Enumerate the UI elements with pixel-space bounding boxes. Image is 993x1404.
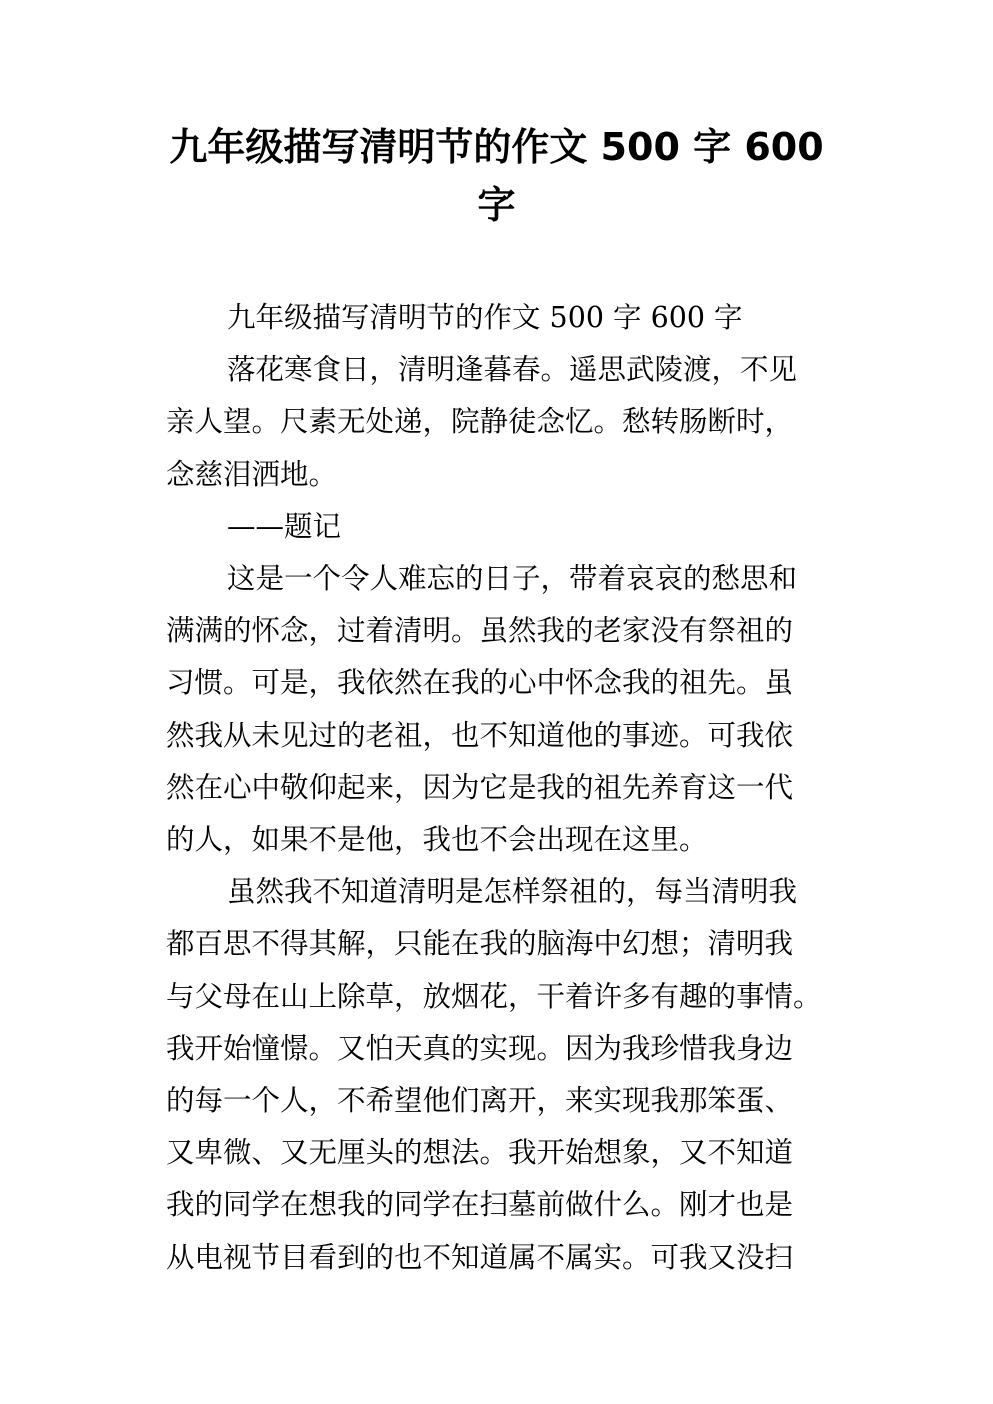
text-line: 与父母在山上除草，放烟花，干着许多有趣的事情。 [166,979,822,1013]
text-line: 又卑微、又无厘头的想法。我开始想象，又不知道 [166,1136,794,1170]
text-line: 虽然我不知道清明是怎样祭祖的，每当清明我 [227,875,798,909]
paragraph-epigraph-attribution [166,501,836,553]
text-line: 我开始憧憬。又怕天真的实现。因为我珍惜我身边 [166,1031,794,1065]
text-line: 的每一个人，不希望他们离开，来实现我那笨蛋、 [166,1084,794,1118]
text-line: 落花寒食日，清明逢暮春。遥思武陵渡，不见 [227,353,798,387]
text-line: 我的同学在想我的同学在扫墓前做什么。刚才也是 [166,1188,794,1222]
text-line: 满满的怀念，过着清明。虽然我的老家没有祭祖的 [166,614,794,648]
text-line: 然我从未见过的老祖，也不知道他的事迹。可我依 [166,718,794,752]
text-line: 从电视节目看到的也不知道属不属实。可我又没扫 [166,1240,794,1274]
paragraph-subtitle [166,292,836,344]
title-line: 字 [477,183,516,227]
text-line: 然在心中敬仰起来，因为它是我的祖先养育这一代 [166,770,794,804]
text-line: 都百思不得其解，只能在我的脑海中幻想；清明我 [166,927,794,961]
text-line: 的人，如果不是他，我也不会出现在这里。 [166,823,708,857]
text-line: 念慈泪洒地。 [166,457,338,491]
paragraph-poem [166,344,836,501]
paragraph-body-1 [166,553,836,866]
document-body [166,292,836,1284]
text-line: 习惯。可是，我依然在我的心中怀念我的祖先。虽 [166,666,794,700]
text-line: ——题记 [227,509,342,543]
title-line: 九年级描写清明节的作文 500 字 600 [169,125,824,169]
text-line: 这是一个令人难忘的日子，带着哀哀的愁思和 [227,562,798,596]
text-line: 九年级描写清明节的作文 500 字 600 字 [227,301,743,334]
text-line: 亲人望。尺素无处递，院静徒念忆。愁转肠断时， [166,405,794,439]
document-title [160,118,833,234]
paragraph-body-2 [166,866,836,1284]
